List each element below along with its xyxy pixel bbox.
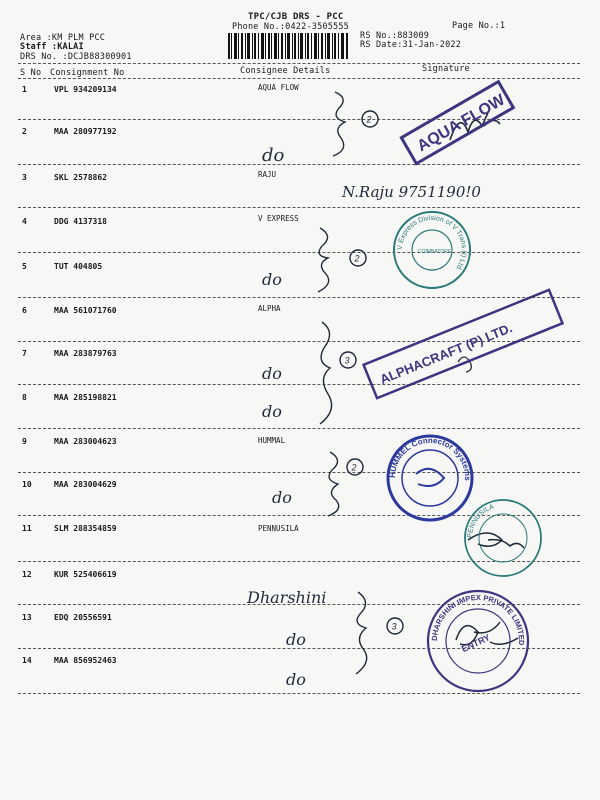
row-sno: 1 xyxy=(22,85,27,94)
row-sno: 7 xyxy=(22,349,27,358)
row-sno: 11 xyxy=(22,524,32,533)
col-sno: S No xyxy=(20,68,42,78)
row-consignment: MAA 283004623 xyxy=(54,437,117,446)
svg-text:V Express Division of V Trans xyxy=(397,215,467,272)
count-label: 2 xyxy=(351,462,357,473)
bracket xyxy=(356,592,367,674)
row-sno: 5 xyxy=(22,262,27,271)
row-consignment: DDG 4137318 xyxy=(54,217,107,226)
row-consignment: TUT 404805 xyxy=(54,262,103,271)
row-sno: 9 xyxy=(22,437,27,446)
row-consignment: MAA 561071760 xyxy=(54,306,117,315)
row-consignee: ALPHA xyxy=(258,304,281,313)
ditto-mark: do xyxy=(262,270,282,289)
pennusila-stamp xyxy=(461,496,545,580)
staff-label: Staff :KALAI xyxy=(20,42,84,52)
row-consignment: MAA 856952463 xyxy=(54,656,117,665)
row-sno: 4 xyxy=(22,217,27,226)
rs-date: RS Date:31-Jan-2022 xyxy=(360,40,462,50)
row-consignment: MAA 280977192 xyxy=(54,127,117,136)
ditto-mark: do xyxy=(272,488,292,507)
row-consignee: PENNUSILA xyxy=(258,524,299,533)
row-sno: 8 xyxy=(22,393,27,402)
col-consignee: Consignee Details xyxy=(240,66,331,76)
drs-number: DRS No. :DCJB88300901 xyxy=(20,52,132,62)
row-consignee: HUMMAL xyxy=(258,436,286,445)
aqua-flow-stamp xyxy=(392,78,522,170)
row-consignment: VPL 934209134 xyxy=(54,85,117,94)
handwritten-phone: N.Raju 9751190!0 xyxy=(342,183,481,201)
count-label: 3 xyxy=(391,621,397,632)
doc-title: TPC/CJB DRS - PCC xyxy=(248,12,344,22)
row-consignment: SKL 2578862 xyxy=(54,173,107,182)
ditto-mark: do xyxy=(262,145,285,166)
row-consignee: V EXPRESS xyxy=(258,214,299,223)
ditto-mark: do xyxy=(262,402,282,421)
row-sno: 6 xyxy=(22,306,27,315)
svg-text:PENNUSILA xyxy=(467,503,495,538)
row-consignment: KUR 525406619 xyxy=(54,570,117,579)
ditto-mark: do xyxy=(286,670,306,689)
stamp-text: ENTRY xyxy=(459,632,492,655)
row-sno: 3 xyxy=(22,173,27,182)
col-signature: Signature xyxy=(422,64,470,74)
ditto-mark: do xyxy=(262,364,282,383)
row-consignee: AQUA FLOW xyxy=(258,83,299,92)
row-sno: 13 xyxy=(22,613,32,622)
row-consignment: MAA 285198821 xyxy=(54,393,117,402)
page-number: Page No.:1 xyxy=(452,21,506,31)
row-consignment: MAA 283004629 xyxy=(54,480,117,489)
alphacraft-stamp xyxy=(356,282,566,412)
ditto-mark: do xyxy=(286,630,306,649)
count-label: 2 xyxy=(354,253,360,264)
count-label: 3 xyxy=(344,355,350,366)
area-label: Area :KM PLM PCC xyxy=(20,33,106,43)
count-label: 2 xyxy=(366,114,372,125)
row-sno: 12 xyxy=(22,570,32,579)
handwritten-name: Dharshini xyxy=(247,588,327,607)
row-consignee: RAJU xyxy=(258,170,277,179)
bracket xyxy=(328,452,339,516)
bracket xyxy=(320,322,332,424)
dharshini-stamp xyxy=(422,585,534,697)
bracket xyxy=(333,92,345,156)
stamp-text: V Express Division of V Trans (I) Ltd. xyxy=(396,214,468,273)
stamp-text: ALPHACRAFT (P) LTD. xyxy=(377,320,515,388)
row-sno: 10 xyxy=(22,480,32,489)
bracket xyxy=(318,228,329,292)
row-sno: 2 xyxy=(22,127,27,136)
stamp-text: PENNUSILA xyxy=(466,503,495,539)
stamp-text: COIMBATORE xyxy=(418,249,452,255)
row-consignment: MAA 283879763 xyxy=(54,349,117,358)
rs-number: RS No.:883009 xyxy=(360,31,430,41)
svg-text:HUMMEL Connector Systems xyxy=(388,436,472,481)
phone-number: Phone No.:0422-3505555 xyxy=(232,22,349,32)
stamp-text: AQUA FLOW xyxy=(414,91,508,156)
row-consignment: EDQ 20556591 xyxy=(54,613,112,622)
stamp-text: HUMMEL Connector Systems xyxy=(387,435,473,481)
row-consignment: SLM 288354859 xyxy=(54,524,117,533)
row-sno: 14 xyxy=(22,656,32,665)
stamp-text: DHARSHINI IMPEX PRIVATE LIMITED xyxy=(429,592,527,646)
col-consignment: Consignment No xyxy=(50,68,125,78)
